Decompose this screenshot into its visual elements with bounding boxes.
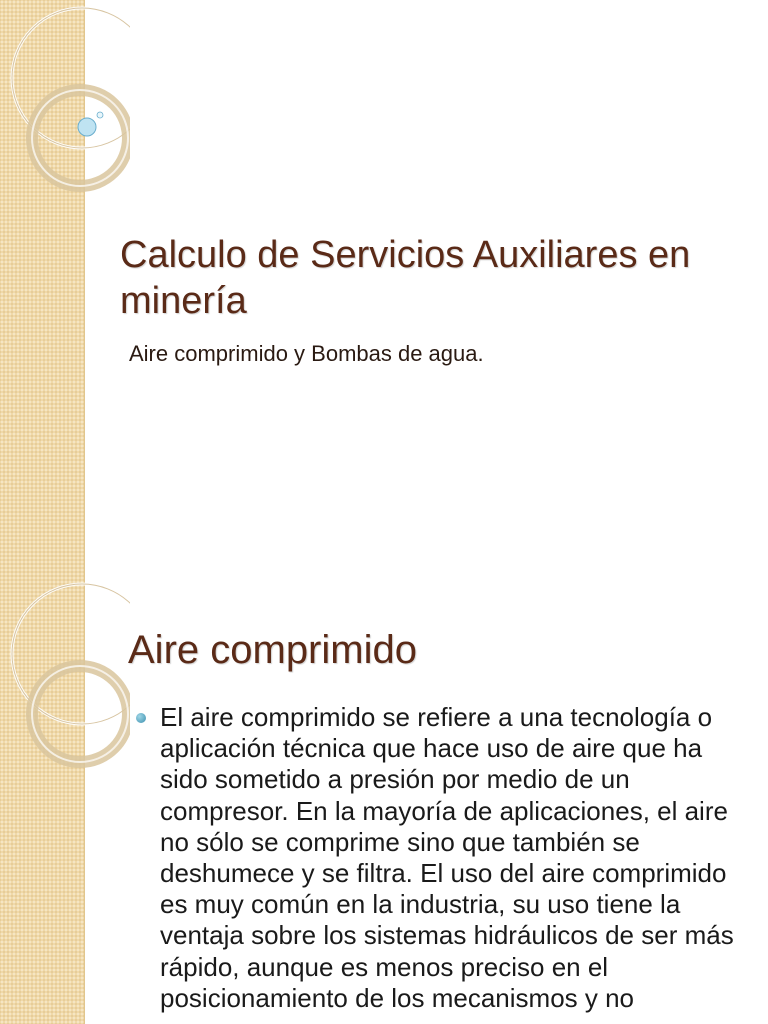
slide-subtitle: Aire comprimido y Bombas de agua.: [129, 341, 484, 366]
bullet-list: [134, 702, 746, 1014]
bullet-text: El aire comprimido se refiere a una tecnología o aplicación técnica que hace uso de aire que ha sido sometido a presión por medio de un compresor. En la mayoría de aplicaciones, el aire no sólo se comprime sino que también se deshumece y se filtra. El uso del aire comprimido es muy común en la industria, su uso tiene la ventaja sobre los sistemas hidráulicos de ser más rápido, aunque es menos preciso en el posicionamiento de los mecanismos y no: [160, 702, 734, 1013]
list-item: [134, 702, 746, 1014]
content-slide: [0, 576, 768, 1024]
bubble-decoration: [78, 118, 96, 136]
slide-title: Aire comprimido: [128, 628, 417, 672]
bullet-dot-icon: [136, 713, 146, 723]
ring-decoration: [0, 576, 130, 776]
ring-decoration: [0, 0, 130, 220]
slide-title: Calculo de Servicios Auxiliares en minería: [120, 234, 691, 322]
